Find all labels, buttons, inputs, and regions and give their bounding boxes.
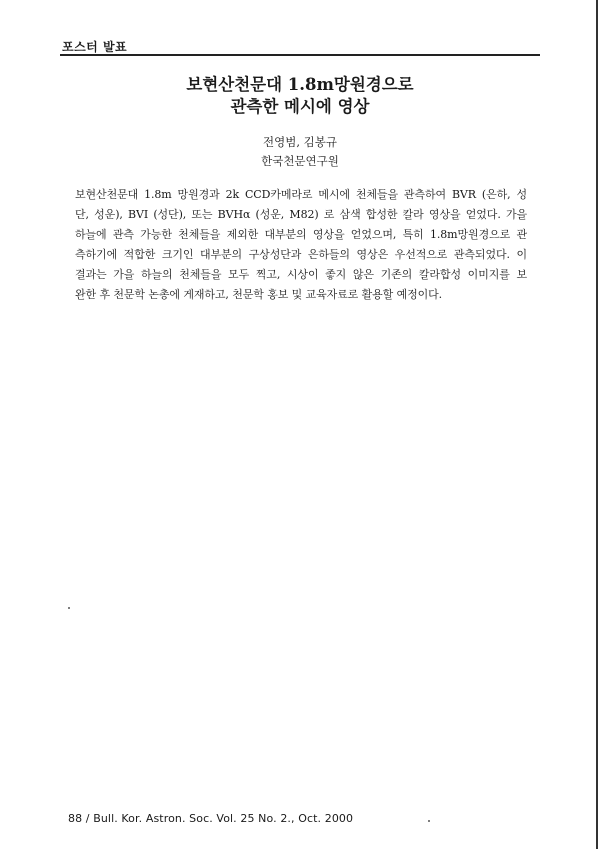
paper-title (60, 74, 540, 118)
author-names: 전영범, 김봉규 (263, 135, 337, 149)
title-line-1: 보현산천문대 1.8m망원경으로 (186, 75, 414, 94)
abstract-body (75, 185, 527, 305)
header-divider (60, 54, 540, 56)
page-footer-citation: 88 / Bull. Kor. Astron. Soc. Vol. 25 No. 2., Oct. 2000 (68, 812, 354, 825)
abstract-line: 측하기에 적합한 크기인 대부분의 구상성단과 은하들의 영상은 우선적으로 관측되었다. 이 (75, 248, 527, 261)
title-line-2: 관측한 메시에 영상 (230, 97, 370, 116)
abstract-line: 단, 성운), BVI (성단), 또는 BVHα (성운, M82) 로 삼색 합성한 칼라 영상을 얻었다. 가을 (75, 208, 527, 221)
author-affiliation: 한국천문연구원 (261, 154, 339, 168)
abstract-line: 하늘에 관측 가능한 천체들을 제외한 대부분의 영상을 얻었으며, 특히 1.8m망원경으로 관 (75, 228, 527, 241)
section-label: 포스터 발표 (62, 40, 128, 54)
abstract-line: 보현산천문대 1.8m 망원경과 2k CCD카메라로 메시에 천체들을 관측하여 BVR (은하, 성 (75, 188, 527, 201)
scan-edge (596, 0, 598, 849)
abstract-line: 완한 후 천문학 논총에 게재하고, 천문학 홍보 및 교육자료로 활용할 예정이다. (75, 288, 443, 301)
abstract-line: 결과는 가을 하늘의 천체들을 모두 찍고, 시상이 좋지 않은 기존의 칼라합성 이미지를 보 (75, 268, 527, 281)
scan-speck (428, 820, 430, 822)
scan-speck (68, 607, 70, 609)
author-block (60, 133, 540, 171)
